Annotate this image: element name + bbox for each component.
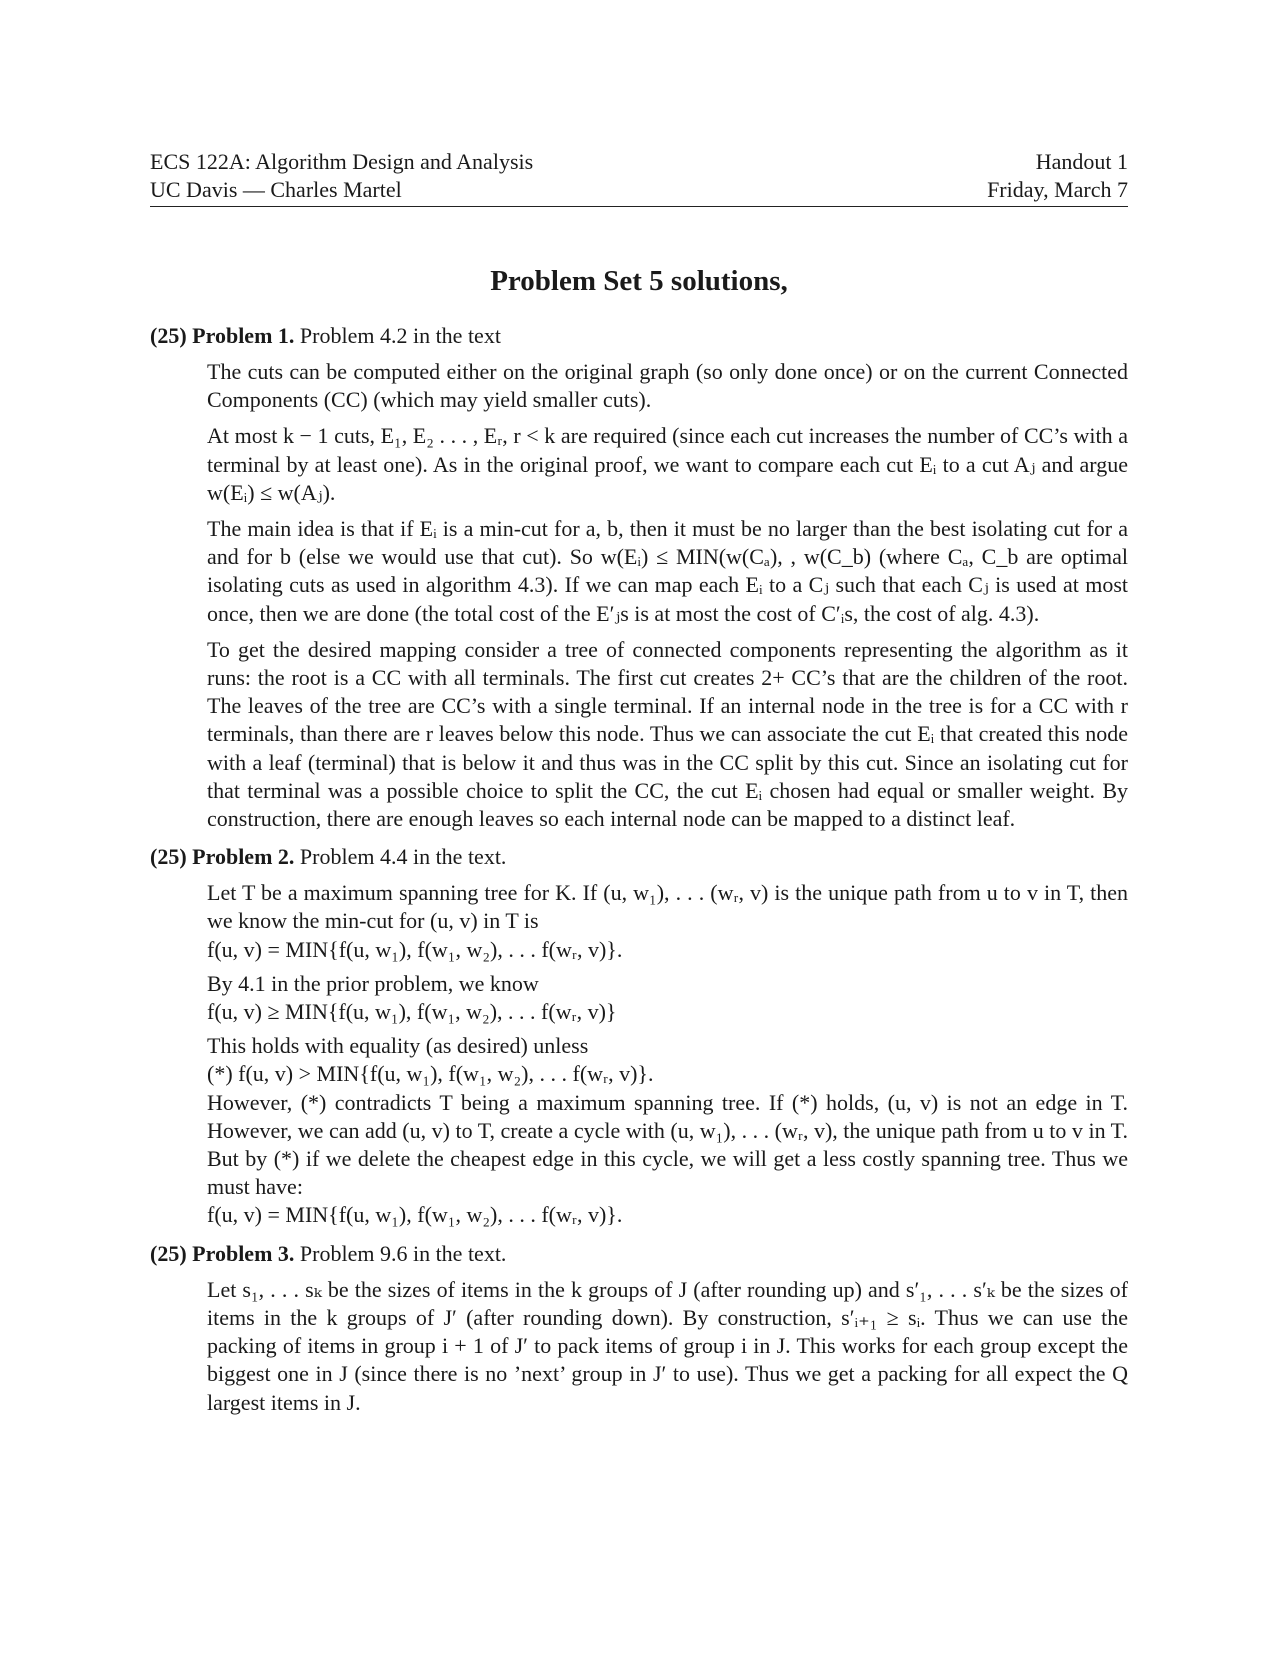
problem-1 xyxy=(150,322,1128,833)
header-left xyxy=(150,148,533,204)
equation-line: f(u, v) ≥ MIN{f(u, w₁), f(w₁, w₂), . . . f(wᵣ, v)} xyxy=(207,999,617,1025)
paragraph: The cuts can be computed either on the original graph (so only done once) or on the current Connected Components (CC) (which may yield smaller cuts). xyxy=(207,359,1128,413)
problem-1-name: Problem 1. xyxy=(192,323,295,348)
paragraph xyxy=(207,1032,1128,1229)
problem-2-points: (25) xyxy=(150,844,187,870)
handout-header xyxy=(150,148,1128,207)
paragraph xyxy=(207,970,1128,1026)
equation-line: f(u, v) = MIN{f(u, w₁), f(w₁, w₂), . . . f(wᵣ, v)}. xyxy=(207,1202,623,1228)
problem-3-points: (25) xyxy=(150,1240,187,1266)
text-line: This holds with equality (as desired) unless xyxy=(207,1033,589,1059)
problem-3-subtitle: Problem 9.6 in the text. xyxy=(299,1240,507,1266)
problem-2-body xyxy=(207,879,1128,1229)
paragraph: To get the desired mapping consider a tree of connected components representing the algorithm as it runs: the root is a CC with all terminals. The first cut creates 2+ CC’s that are the children of the root. The leaves of the tree are CC’s with a single terminal. If an internal node in the tree is for a CC with r terminals, than there are r leaves below this node. Thus we can associate the cut Eᵢ that created this node with a leaf (terminal) that is below it and thus was in the CC split by this cut. Since an isolating cut for that terminal was a possible choice to split the CC, the cut Eᵢ chosen had equal or smaller weight. By construction, there are enough leaves so each internal node can be mapped to a distinct leaf. xyxy=(207,636,1128,832)
problem-2 xyxy=(150,843,1128,1229)
problem-1-heading xyxy=(150,322,1128,350)
problem-3-body xyxy=(207,1276,1128,1417)
problem-1-points: (25) xyxy=(150,323,187,348)
equation-line: (*) f(u, v) > MIN{f(u, w₁), f(w₁, w₂), . . . f(wᵣ, v)}. xyxy=(207,1061,654,1087)
handout-date: Friday, March 7 xyxy=(987,177,1128,202)
header-right xyxy=(987,148,1128,204)
text-line: By 4.1 in the prior problem, we know xyxy=(207,970,539,996)
paragraph: Let s₁, . . . sₖ be the sizes of items in the k groups of J (after rounding up) and s′₁, . . . s′ₖ be the sizes of items in the k groups of J′ (after rounding down). By construction, s′ᵢ₊₁ ≥ sᵢ. Thus we can use the packing of items in group i + 1 of J′ to pack items of group i in J. This works for each group except the biggest one in J (since there is no ’next’ group in J′ to use). Thus we get a packing for all expect the Q largest items in J. xyxy=(207,1276,1128,1415)
document-page xyxy=(150,148,1128,1427)
problem-3-name: Problem 3. xyxy=(192,1240,295,1266)
problem-2-subtitle: Problem 4.4 in the text. xyxy=(299,844,507,870)
paragraph xyxy=(207,879,1128,964)
equation-line: f(u, v) = MIN{f(u, w₁), f(w₁, w₂), . . . f(wᵣ, v)}. xyxy=(207,936,623,962)
paragraph: At most k − 1 cuts, E₁, E₂ . . . , Eᵣ, r < k are required (since each cut increases the number of CC’s with a terminal by at least one). As in the original proof, we want to compare each cut Eᵢ to a cut Aⱼ and argue w(Eᵢ) ≤ w(Aⱼ). xyxy=(207,423,1128,505)
problem-1-body xyxy=(207,358,1128,833)
problem-2-heading xyxy=(150,843,1128,871)
institution-author: UC Davis — Charles Martel xyxy=(150,177,402,202)
course-title: ECS 122A: Algorithm Design and Analysis xyxy=(150,149,534,174)
problem-3 xyxy=(150,1240,1128,1417)
problem-1-subtitle: Problem 4.2 in the text xyxy=(299,323,501,348)
problem-2-name: Problem 2. xyxy=(192,844,295,870)
text-line: However, (*) contradicts T being a maximum spanning tree. If (*) holds, (u, v) is not an edge in T. However, we can add (u, v) to T, create a cycle with (u, w₁), . . . (wᵣ, v), the unique path from u to v in T. But by (*) if we delete the cheapest edge in this cycle, we will get a less costly spanning tree. Thus we must have: xyxy=(207,1089,1128,1200)
page-title: Problem Set 5 solutions, xyxy=(490,265,788,297)
problem-3-heading xyxy=(150,1240,1128,1268)
text-line: Let T be a maximum spanning tree for K. If (u, w₁), . . . (wᵣ, v) is the unique path from u to v in T, then we know the min-cut for (u, v) in T is xyxy=(207,880,1128,934)
paragraph: The main idea is that if Eᵢ is a min-cut for a, b, then it must be no larger than the best isolating cut for a and for b (else we would use that cut). So w(Eᵢ) ≤ MIN(w(Cₐ), , w(C_b) (where Cₐ, C_b are optimal isolating cuts as used in algorithm 4.3). If we can map each Eᵢ to a Cⱼ such that each Cⱼ is used at most once, then we are done (the total cost of the E′ⱼs is at most the cost of C′ᵢs, the cost of alg. 4.3). xyxy=(207,516,1128,626)
handout-number: Handout 1 xyxy=(1035,149,1128,174)
